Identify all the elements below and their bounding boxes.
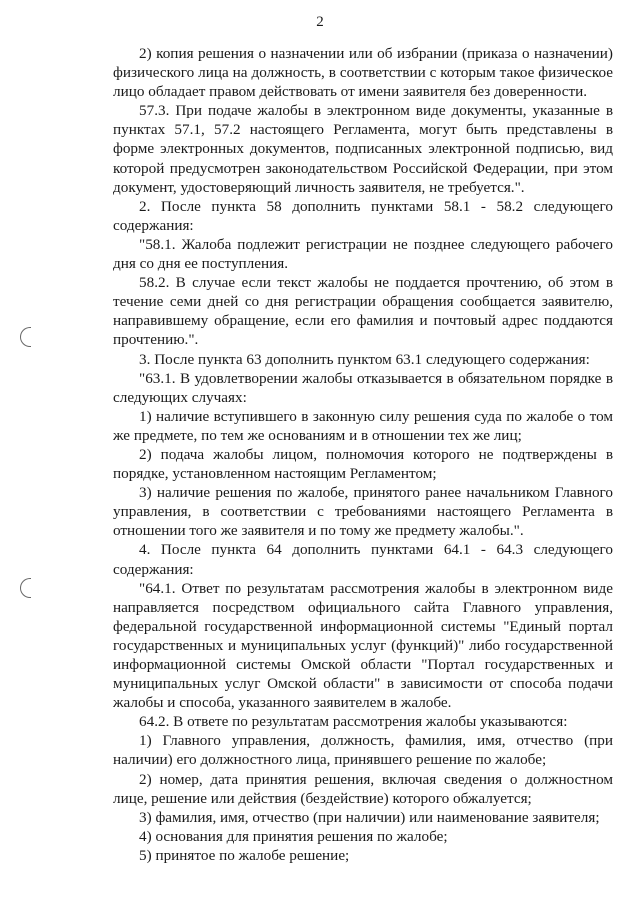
page-number: 2 xyxy=(316,14,324,30)
paragraph-64-2-item-5: 5) принятое по жалобе решение; xyxy=(139,846,350,864)
punch-hole-mark xyxy=(20,578,31,598)
paragraph-64-2-item-1: 1) Главного управления, должность, фамилия, имя, отчество (при наличии) его должностного лица, принявшего решение по жалобе; xyxy=(113,732,613,769)
paragraph-63-1-item-2: 2) подача жалобы лицом, полномочия которого не подтверждены в порядке, установленном настоящим Регламентом; xyxy=(113,445,613,483)
paragraph-64-1: "64.1. Ответ по результатам рассмотрения жалобы в электронном виде направляется посредством официального сайта Главного управления, федеральной государственной информационной системы "Единый портал государственных и муниципальных услуг (функций)" либо государственной информационной системы Омской области "Портал государственных и муниципальных услуг Омской области" в зависимости от способа подачи жалобы и способа, указанного заявителем в жалобе. xyxy=(113,579,613,712)
paragraph-64-2-item-4: 4) основания для принятия решения по жалобе; xyxy=(139,827,448,845)
paragraph-amend-63: 3. После пункта 63 дополнить пунктом 63.1 следующего содержания: xyxy=(139,350,590,368)
paragraph-amend-58: 2. После пункта 58 дополнить пунктами 58.1 - 58.2 следующего содержания: xyxy=(113,197,613,234)
paragraph-57-3: 57.3. При подаче жалобы в электронном виде документы, указанные в пунктах 57.1, 57.2 настоящего Регламента, могут быть представлены в форме электронных документов, подписанных электронной подписью, вид которой предусмотрен законодательством Российской Федерации, при этом документ, удостоверяющий личность заявителя, не требуется.". xyxy=(113,102,613,196)
paragraph-64-2: 64.2. В ответе по результатам рассмотрения жалобы указываются: xyxy=(139,713,568,731)
paragraph-58-2: 58.2. В случае если текст жалобы не поддается прочтению, об этом в течение семи дней со дня регистрации обращения сообщается заявителю, направившему обращение, если его фамилия и почтовый адрес поддаются прочтению.". xyxy=(113,274,613,349)
paragraph-copy-decision: 2) копия решения о назначении или об избрании (приказа о назначении) физического лица на должность, в соответствии с которым такое физическое лицо обладает правом действовать от имени заявителя без доверенности. xyxy=(113,45,613,101)
paragraph-63-1-item-3: 3) наличие решения по жалобе, принятого ранее начальником Главного управления, в соответствии с требованиями настоящего Регламента в отношении того же заявителя и по тому же предмету жалобы.". xyxy=(113,484,613,540)
paragraph-64-2-item-3: 3) фамилия, имя, отчество (при наличии) или наименование заявителя; xyxy=(139,808,600,826)
document-body xyxy=(113,44,613,865)
paragraph-58-1: "58.1. Жалоба подлежит регистрации не позднее следующего рабочего дня со дня ее поступления. xyxy=(113,235,613,273)
paragraph-63-1-item-1: 1) наличие вступившего в законную силу решения суда по жалобе о том же предмете, по тем же основаниям и в отношении тех же лиц; xyxy=(113,407,613,444)
punch-hole-mark xyxy=(20,327,31,347)
paragraph-amend-64: 4. После пункта 64 дополнить пунктами 64.1 - 64.3 следующего содержания: xyxy=(113,541,613,578)
paragraph-64-2-item-2: 2) номер, дата принятия решения, включая сведения о должностном лице, решение или действия (бездействие) которого обжалуется; xyxy=(113,770,613,807)
paragraph-63-1: "63.1. В удовлетворении жалобы отказывается в обязательном порядке в следующих случаях: xyxy=(113,369,613,406)
